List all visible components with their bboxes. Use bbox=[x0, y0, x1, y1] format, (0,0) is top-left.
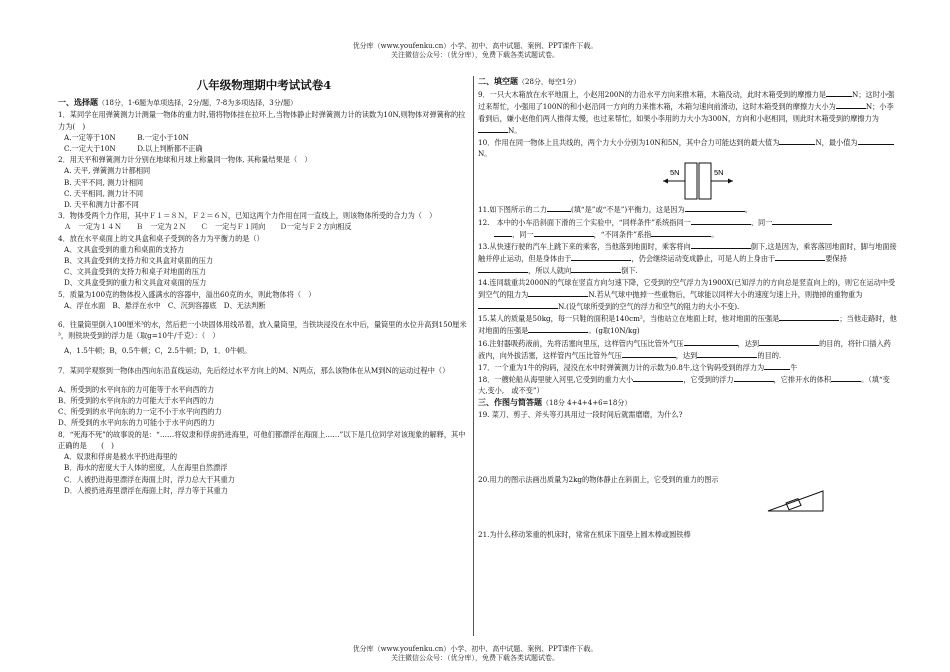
section3-note: （18分 4+4+4+6=18分） bbox=[542, 398, 632, 407]
question-19: 19. 菜刀、剪子、斧头等刃具用过一段时间后就需磨磨，为什么? bbox=[478, 409, 683, 419]
question-13: 13.从快速行驶的汽车上跳下来的乘客，当他落到地面时，乘客将向 倒下,这是因为，乘客落回地面时，脚与地面接触并停止运动，但是身体由于 ，仍会继续运动变成静止，可是人的上身由于 要保持 ，所以人就向 倒下. bbox=[478, 242, 897, 276]
question-20: 20.用力的图示法画出质量为2kg的物体静止在斜面上，它受到的重力的图示 bbox=[478, 475, 719, 485]
question-4-option: B、文具盒受到的支持力和文具盒对桌面的压力 bbox=[64, 256, 214, 266]
answer-blank[interactable] bbox=[478, 300, 558, 309]
answer-blank[interactable] bbox=[734, 373, 774, 382]
question-4-option: A、文具盒受到的重力和桌面的支持力 bbox=[64, 244, 185, 254]
section3-heading: 三、作图与简答题 bbox=[478, 396, 542, 407]
right-column bbox=[478, 76, 898, 540]
answer-blank[interactable] bbox=[622, 349, 676, 358]
question-7-option: C、所受到的水平向东的力一定不小于水平向西的力 bbox=[58, 407, 222, 417]
left-column bbox=[58, 80, 470, 496]
question-8-option: C．人被扔进海里漂浮在海面上时，浮力总大于其重力 bbox=[64, 474, 235, 484]
question-8-option: A．奴隶和俘虏是被水平扔进海里的 bbox=[64, 452, 178, 462]
question-1-stem: 1．某同学在用弹簧测力计测量一物体的重力时,错将物体挂在拉环上,当物体静止时弹簧测力计的读数为10N,则物体对弹簧称的拉力为( ) bbox=[58, 110, 466, 131]
question-9: 9．一只大木箱放在水平地面上，小赵用200N的力沿水平方向来推木箱，木箱没动，此时木箱受到的摩擦力是 N；这时小强过来帮忙，小强用了100N的和小赵沿同一方向的力来推木箱，木箱匀速向前滑动，这时木箱受到的摩擦力大小为 N；小李看到后，嫌小赵他们两人推得太慢，也过来帮忙，如果小李用的力大小为300N，方向和小赵相同，则此时木箱受到的摩擦力为N。 bbox=[478, 90, 895, 135]
section2-heading: 二、填空题 bbox=[478, 76, 518, 86]
section3-heading-line bbox=[478, 397, 898, 409]
question-2-option: C. 天平相同, 测力计不同 bbox=[64, 188, 144, 198]
question-21: 21.为什么移动笨重的机床时，常常在机床下面垫上圆木棒或圆铁棒 bbox=[478, 530, 691, 540]
answer-blank[interactable] bbox=[836, 100, 866, 109]
column-divider bbox=[473, 76, 474, 636]
question-2-option: B. 天平不同, 测力计相同 bbox=[64, 177, 144, 187]
page-title: 八年级物理期中考试试卷4 bbox=[196, 78, 332, 92]
question-2-stem: 2．用天平和弹簧测力计分别在地球和月球上称量同一物体, 其称量结果是（ ） bbox=[58, 155, 312, 165]
question-2-option: A. 天平, 弹簧测力计都相同 bbox=[64, 166, 151, 176]
watermark-line-2: 关注微信公众号：（优分库），免费下载各类试题试卷。 bbox=[391, 654, 559, 662]
answer-blank[interactable] bbox=[528, 324, 588, 333]
question-8-stem: 8．“死海不死”的故事说的是：“……将奴隶和俘虏扔进海里，可他们都漂浮在海面上……”以下是几位同学对该现象的解释，其中正确的是 ( ) bbox=[58, 429, 466, 450]
answer-blank[interactable] bbox=[775, 252, 825, 261]
question-3-stem: 3．物体受两个力作用，其中Ｆ１＝８Ｎ，Ｆ２＝６Ｎ，已知这两个力作用在同一直线上，则该物体所受的合力为（ ） bbox=[58, 211, 437, 221]
incline-figure bbox=[478, 485, 898, 515]
question-4-option: D、文具盒受到的重力和文具盒对桌面的压力 bbox=[64, 278, 207, 288]
answer-blank[interactable] bbox=[772, 216, 832, 225]
question-1-option-row: A.一定等于10N B.一定小于10N bbox=[64, 132, 189, 142]
question-14: 14.连同载重共2000N的气球在竖直方向匀速下降，它受到的空气浮力为1900X(已知浮力的方向总是竖直向上的)，则它在运动中受到空气的阻力为 N.若从气球中抛掉一些重物后，气球能以同样大小的速度匀速上升，则抛掉的重物重为N.(设气球所受到的空气的浮力和空气的阻力的大小不变). bbox=[478, 277, 896, 312]
answer-blank[interactable] bbox=[571, 264, 621, 273]
answer-blank[interactable] bbox=[685, 203, 745, 212]
answer-blank[interactable] bbox=[571, 252, 631, 261]
answer-blank[interactable] bbox=[691, 216, 751, 225]
question-6-stem: 6．往量筒里倒入100厘米³的水，然后把一小块固体用线吊着，放入量筒里，当铁块浸没在水中后，量筒里的水位升高到150厘米³，则铁块受到的浮力是（取g=10牛/千克）：（ ） bbox=[58, 320, 467, 341]
question-16: 16.注射器吸药液前，先将活塞向里压，这样管内气压比管外气压 ，达到 的目的，将针口插入药液内，向外拔活塞，这样管内气压比管外气压 ，达到 的目的. bbox=[478, 338, 891, 360]
answer-blank[interactable] bbox=[779, 136, 815, 145]
answer-blank[interactable] bbox=[478, 264, 528, 273]
answer-blank[interactable] bbox=[478, 124, 508, 133]
two-force-figure bbox=[478, 159, 898, 203]
answer-blank[interactable] bbox=[528, 288, 588, 297]
question-8-option: B．海水的密度大于人体的密度，人在海里自然漂浮 bbox=[64, 463, 228, 473]
question-4-option: C、文具盒受到的支持力和桌子对地面的压力 bbox=[64, 267, 207, 277]
watermark-line-1: 优分库（www.youfenku.cn）小学、初中、高中试题、案例、PPT课件下载。 bbox=[352, 645, 598, 653]
answer-blank[interactable] bbox=[547, 203, 571, 212]
question-3-option-row: Ａ 一定为１４Ｎ Ｂ 一定为２Ｎ Ｃ 一定与Ｆ１同向 Ｄ一定与Ｆ２方向相反 bbox=[64, 222, 352, 232]
answer-space bbox=[478, 420, 898, 474]
section1-heading-line bbox=[58, 97, 470, 109]
left-force-label: 5N bbox=[670, 168, 680, 178]
question-18: 18．一艘轮船从海里驶入河里,它受到的重力大小 ，它受到的浮力 ，它排开水的体积 。（填“变大,变小, 或不变”） bbox=[478, 375, 890, 396]
question-1-option-row: C.一定大于10N D.以上判断都不正确 bbox=[64, 144, 203, 154]
two-force-diagram bbox=[478, 159, 898, 203]
answer-blank[interactable] bbox=[779, 312, 839, 321]
question-7-stem: 7．某同学观察到一物体由西向东沿直线运动，先后经过水平方向上的M、N两点，那么该物体在从M到N的运动过程中（） bbox=[58, 365, 450, 375]
question-7-option: A、所受到的水平向东的力可能等于水平向西的力 bbox=[58, 384, 215, 394]
question-11: 11.如下图所示的二力 (填“是”或“不是”)平衡力，这是因为 。 bbox=[478, 205, 752, 215]
question-4-stem: 4．放在水平桌面上的文具盒和桌子受到的各力为平衡力的是（） bbox=[58, 233, 264, 243]
question-12: 12. 本中的小车沿斜面下滑的三个实验中，“同样条件”系统指同一 、同一 、同一 ，“不同条件”系指 。 bbox=[478, 216, 898, 240]
answer-blank[interactable] bbox=[764, 361, 790, 370]
answer-blank[interactable] bbox=[494, 228, 512, 237]
section1-heading: 一、选择题 bbox=[58, 97, 98, 108]
watermark-line-2: 关注微信公众号：（优分库），免费下载各类试题试卷。 bbox=[391, 51, 559, 59]
question-5-option-row: A、浮在水面 B、悬浮在水中 C、沉到容器底 D、无法判断 bbox=[64, 300, 266, 310]
question-15: 15.某人的质量是50kg，每一只鞋的面积是140cm²，当他站立在地面上时，他对地面的压强是 ；当他走路时，他对地面的压强是 。(g取10N/kg) bbox=[478, 314, 897, 336]
section1-note: （18分，1-6题为单项选择，2分/题，7-8为多项选择，3分/题） bbox=[98, 99, 298, 108]
question-8-option: D．人被扔进海里漂浮在海面上时，浮力等于其重力 bbox=[64, 485, 228, 495]
question-2-option: D. 天平和测力计都不同 bbox=[64, 200, 139, 210]
answer-blank[interactable] bbox=[759, 337, 819, 346]
answer-blank[interactable] bbox=[651, 228, 711, 237]
question-7-option: D、所受到的水平向东的力可能小于水平向西的力 bbox=[58, 418, 215, 428]
question-6-option-row: A，1.5牛顿；B，0.5牛顿；C，2.5牛顿；D，1．0牛顿。 bbox=[64, 346, 252, 356]
watermark-footer bbox=[0, 645, 950, 663]
question-10: 10．作用在同一物体上且共线的，两个力大小分别为10N和5N，其中合力可能达到的最大值为 N，最小值为N。 bbox=[478, 136, 898, 159]
question-7-option: B、所受到的水平向东的力可能大于水平向西的力 bbox=[58, 396, 215, 406]
question-17: 17．一个重为1牛的钩码，浸没在水中时弹簧测力计的示数为0.8牛,这个钩码受到的浮力为 牛 bbox=[478, 363, 798, 373]
answer-blank[interactable] bbox=[534, 228, 594, 237]
answer-blank[interactable] bbox=[826, 88, 852, 97]
answer-blank[interactable] bbox=[691, 240, 751, 249]
watermark-line-1: 优分库（www.youfenku.cn）小学、初中、高中试题、案例、PPT课件下载。 bbox=[352, 42, 598, 50]
question-5-stem: 5．质量为100克的物体投入盛满水的容器中，溢出60克的水，则此物体将（ ） bbox=[58, 289, 316, 299]
answer-blank[interactable] bbox=[684, 337, 738, 346]
incline-diagram bbox=[478, 485, 898, 515]
right-force-label: 5N bbox=[714, 168, 724, 178]
answer-blank[interactable] bbox=[858, 136, 894, 145]
section2-heading-line bbox=[478, 76, 898, 88]
watermark-header bbox=[0, 42, 950, 60]
section2-note: （28分，每空1分） bbox=[518, 78, 581, 86]
answer-blank[interactable] bbox=[831, 373, 861, 382]
answer-blank[interactable] bbox=[697, 349, 757, 358]
answer-blank[interactable] bbox=[633, 373, 683, 382]
